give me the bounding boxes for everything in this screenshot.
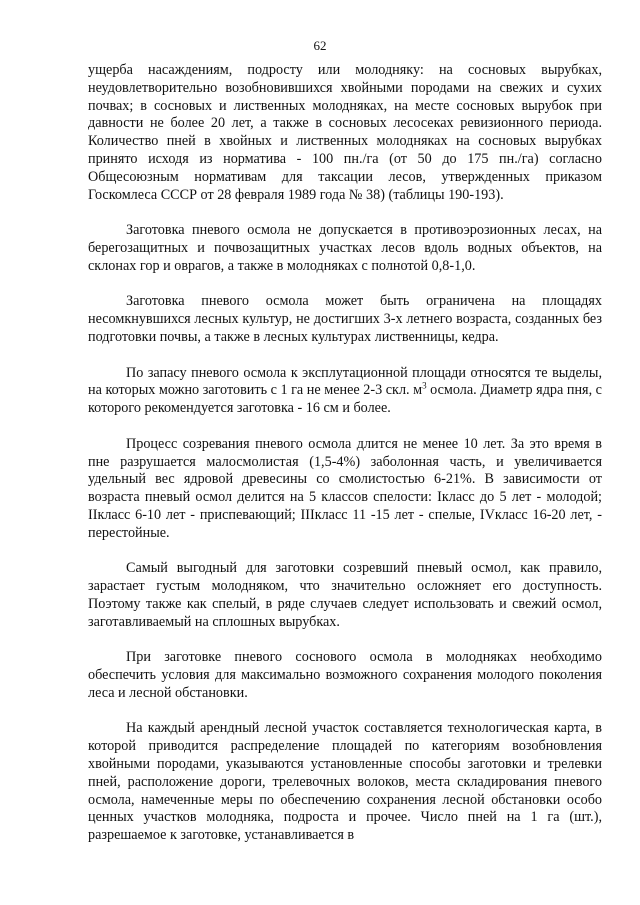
paragraph-4 [88,365,602,418]
cubic-superscript: 3 [422,380,427,391]
body-text [88,62,602,845]
paragraph-5: Процесс созревания пневого осмола длится не менее 10 лет. За это время в пне разрушается малосмолистая (1,5-4%) заболонная часть, и увеличивается удельный вес ядровой древесины со смолистостью 6-21%. В зависимости от возраста пневый осмол делится на 5 классов спелости: Iкласс до 5 лет - молодой; IIкласс 6-10 лет - приспевающий; IIIкласс 11 -15 лет - спелые, IVкласс 16-20 лет, - перестойные. [88,435,602,541]
page-number: 62 [313,38,327,53]
paragraph-4-tail: осмола. Диаметр ядра пня, с которого рекомендуется заготовка - 16 см и более. [88,382,602,417]
paragraph-4-text: По запасу пневого осмола к эксплутационной площади относятся те выделы, на которых можно заготовить с 1 га не менее 2-3 скл. м [88,364,602,399]
paragraph-2: Заготовка пневого осмола не допускается в противоэрозионных лесах, на берегозащитных и почвозащитных участках лесов вдоль водных объектов, на склонах гор и оврагов, а также в молодняках с полнотой 0,8-1,0. [88,222,602,274]
paragraph-7: При заготовке пневого соснового осмола в молодняках необходимо обеспечить условия для максимально возможного сохранения молодого поколения леса и лесной обстановки. [88,649,602,701]
paragraph-8: На каждый арендный лесной участок составляется технологическая карта, в которой приводится распределение площадей по категориям возобновления хвойными породами, указываются установленные способы заготовки и трелевки пней, расположение дороги, трелевочных волоков, места складирования пневого осмола, намеченные меры по обеспечению сохранения лесной обстановки особо ценных участков молодняка, подроста и прочее. Число пней на 1 га (шт.), разрешаемое к заготовке, устанавливается в [88,720,602,844]
paragraph-3: Заготовка пневого осмола может быть ограничена на площадях несомкнувшихся лесных культур, не достигших 3-х летнего возраста, созданных без подготовки почвы, а также в лесных культурах лиственницы, кедра. [88,293,602,345]
paragraph-1: ущерба насаждениям, подросту или молодняку: на сосновых вырубках, неудовлетворительно возобновившихся хвойными породами на свежих и сухих почвах; в сосновых и лиственных молодняках, на месте сосновых вырубок при давности не более 20 лет, а также в сосновых лесосеках ревизионного периода. Количество пней в хвойных и лиственных молодняках на сосновых вырубках принято исходя из норматива - 100 пн./га (от 50 до 175 пн./га) согласно Общесоюзным нормативам для таксации лесов, утвержденных приказом Госкомлеса СССР от 28 февраля 1989 года № 38) (таблицы 190-193). [88,62,602,203]
paragraph-6: Самый выгодный для заготовки созревший пневый осмол, как правило, зарастает густым молодняком, что значительно осложняет его доступность. Поэтому также как спелый, в ряде случаев следует использовать и свежий осмол, заготавливаемый на сплошных вырубках. [88,560,602,630]
